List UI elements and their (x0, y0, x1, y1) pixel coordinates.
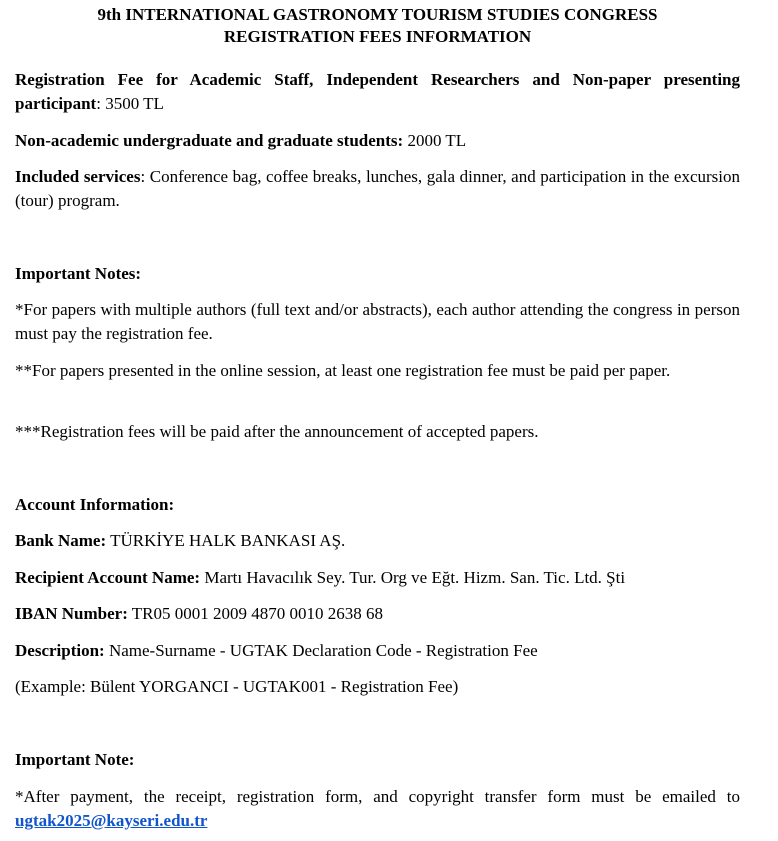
final-note-paragraph (15, 785, 740, 833)
included-services-paragraph (15, 165, 740, 213)
student-fee-label: Non-academic undergraduate and graduate students: (15, 131, 404, 150)
final-note-heading (15, 748, 740, 772)
iban-line (15, 602, 740, 626)
note-item-1 (15, 298, 740, 346)
student-fee-value: 2000 TL (403, 131, 467, 150)
important-notes-title: Important Notes: (15, 264, 142, 283)
note-text-online-session: **For papers presented in the online session, at least one registration fee must be paid per paper. (15, 361, 671, 380)
note-item-2 (15, 359, 740, 383)
bank-name-line (15, 529, 740, 553)
academic-fee-label: Registration Fee for Academic Staff, Independent Researchers and Non-paper presenting participant (15, 70, 740, 113)
example-line (15, 675, 740, 699)
recipient-name-line (15, 566, 740, 590)
contact-email-link[interactable]: ugtak2025@kayseri.edu.tr (15, 811, 208, 830)
iban-label: IBAN Number: (15, 604, 128, 623)
iban-value: TR05 0001 2009 4870 0010 2638 68 (127, 604, 384, 623)
description-value: Name-Surname - UGTAK Declaration Code - Registration Fee (104, 641, 538, 660)
recipient-name-label: Recipient Account Name: (15, 568, 201, 587)
account-information-heading (15, 493, 740, 517)
included-services-label: Included services (15, 167, 141, 186)
document-header (15, 4, 740, 48)
note-text-multiple-authors: *For papers with multiple authors (full text and/or abstracts), each author attending the congress in person must pay the registration fee. (15, 300, 740, 343)
description-example: (Example: Bülent YORGANCI - UGTAK001 - Registration Fee) (15, 677, 459, 696)
student-fee-paragraph (15, 129, 740, 153)
final-note-text: *After payment, the receipt, registration form, and copyright transfer form must be emailed to (15, 787, 740, 806)
note-item-3 (15, 420, 740, 444)
academic-fee-value: : 3500 TL (96, 94, 164, 113)
recipient-name-value: Martı Havacılık Sey. Tur. Org ve Eğt. Hizm. San. Tic. Ltd. Şti (200, 568, 626, 587)
note-text-payment-timing: ***Registration fees will be paid after the announcement of accepted papers. (15, 422, 539, 441)
congress-title: 9th INTERNATIONAL GASTRONOMY TOURISM STUDIES CONGRESS (97, 5, 658, 24)
description-label: Description: (15, 641, 105, 660)
document-subtitle: REGISTRATION FEES INFORMATION (223, 27, 532, 46)
included-services-value: : Conference bag, coffee breaks, lunches, gala dinner, and participation in the excursion (tour) program. (15, 167, 740, 210)
bank-name-label: Bank Name: (15, 531, 107, 550)
bank-name-value: TÜRKİYE HALK BANKASI AŞ. (106, 531, 346, 550)
description-line (15, 639, 740, 663)
final-note-title: Important Note: (15, 750, 135, 769)
academic-fee-paragraph (15, 68, 740, 116)
important-notes-heading (15, 262, 740, 286)
account-information-title: Account Information: (15, 495, 175, 514)
